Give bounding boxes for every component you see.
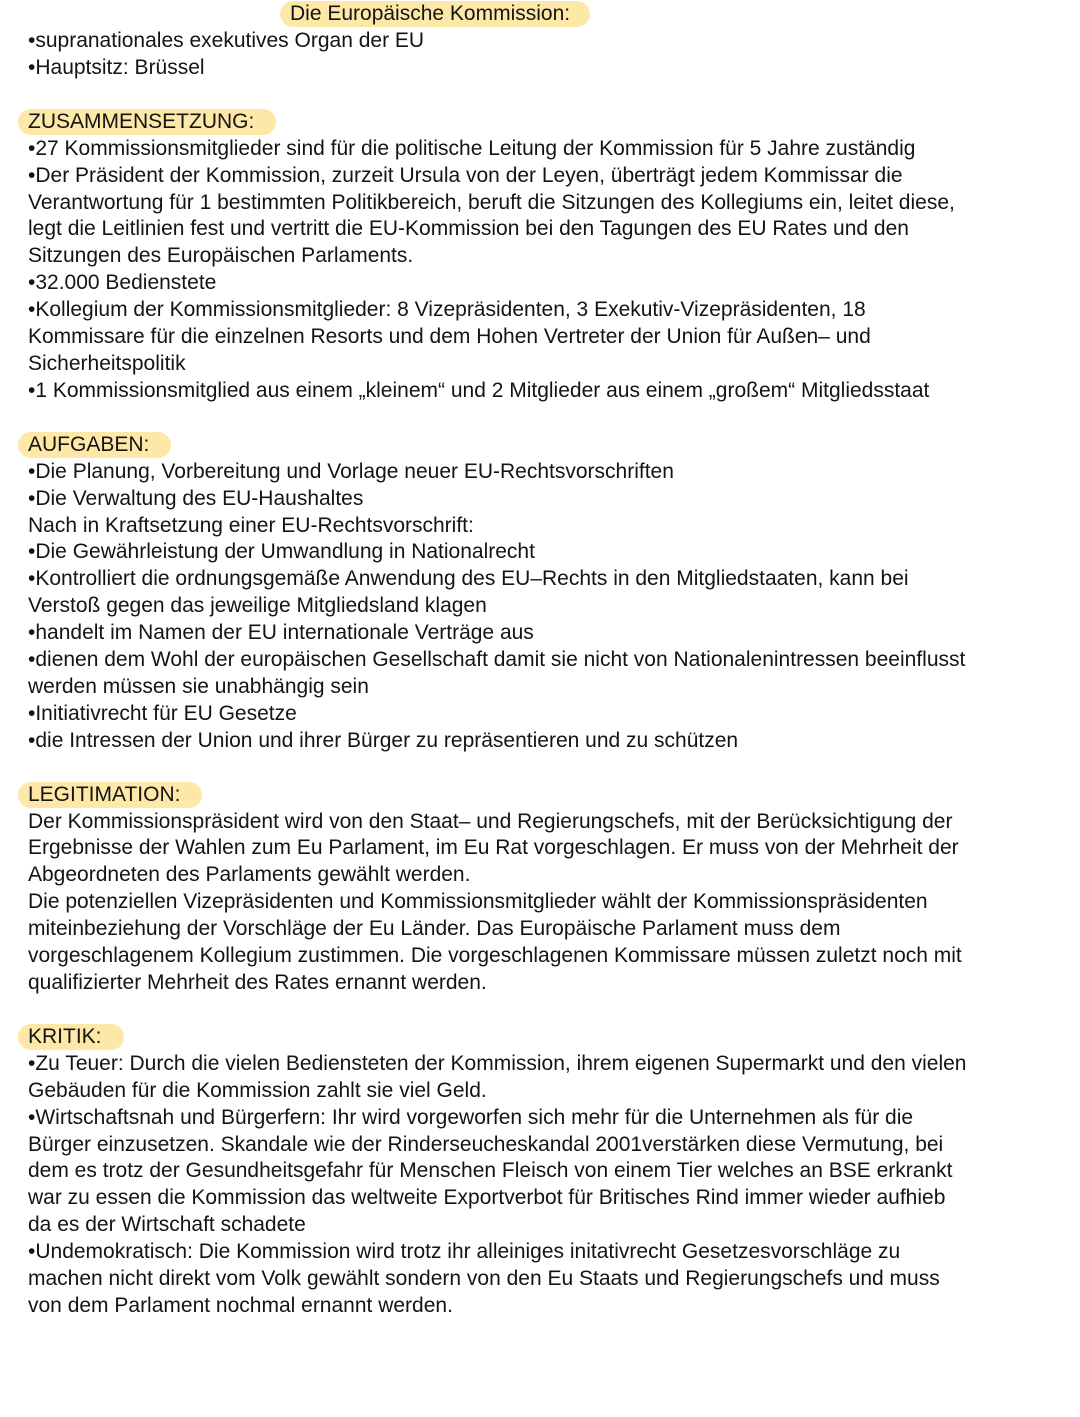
section-heading: LEGITIMATION: (18, 782, 202, 808)
section-line: dem es trotz der Gesundheitsgefahr für Menschen Fleisch von einem Tier welches an BSE erkrankt (28, 1159, 953, 1183)
section-heading: AUFGABEN: (18, 432, 171, 458)
section-line: •32.000 Bedienstete (28, 271, 217, 295)
section-line: •dienen dem Wohl der europäischen Gesellschaft damit sie nicht von Nationalenintressen beeinflusst (28, 648, 966, 672)
section-line: werden müssen sie unabhängig sein (28, 674, 369, 698)
intro-block (28, 28, 1058, 82)
section-zusammensetzung (28, 109, 1058, 405)
section-line: Nach in Kraftsetzung einer EU-Rechtsvorschrift: (28, 513, 474, 537)
section-line: •Die Verwaltung des EU-Haushaltes (28, 486, 364, 510)
section-line: Ergebnisse der Wahlen zum Eu Parlament, im Eu Rat vorgeschlagen. Er muss von der Mehrheit der (28, 836, 959, 860)
section-line: •Kontrolliert die ordnungsgemäße Anwendung des EU–Rechts in den Mitgliedstaaten, kann bei (28, 567, 909, 591)
section-line: qualifizierter Mehrheit des Rates ernannt werden. (28, 971, 487, 994)
section-line: Kommissare für die einzelnen Resorts und dem Hohen Vertreter der Union für Außen– und (28, 325, 871, 349)
section-line: vorgeschlagenem Kollegium zustimmen. Die vorgeschlagenen Kommissare müssen zuletzt noch mit (28, 944, 962, 968)
intro-line: •supranationales exekutives Organ der EU (28, 29, 425, 52)
document-title: Die Europäische Kommission: (280, 1, 590, 27)
section-line: Gebäuden für die Kommission zahlt sie viel Geld. (28, 1078, 487, 1102)
section-line: •27 Kommissionsmitglieder sind für die politische Leitung der Kommission für 5 Jahre zuständig (28, 136, 916, 160)
section-line: •die Intressen der Union und ihrer Bürger zu repräsentieren und zu schützen (28, 728, 739, 752)
section-line: •Undemokratisch: Die Kommission wird trotz ihr alleiniges initativrecht Gesetzesvorschläge zu (28, 1240, 901, 1264)
section-line: •Initiativrecht für EU Gesetze (28, 701, 297, 725)
section-line: miteinbeziehung der Vorschläge der Eu Länder. Das Europäische Parlament muss dem (28, 917, 841, 941)
section-line: Sicherheitspolitik (28, 351, 186, 375)
section-line: Sitzungen des Europäischen Parlaments. (28, 244, 414, 268)
section-line: Verantwortung für 1 bestimmten Politikbereich, beruft die Sitzungen des Kollegiums ein, leitet diese, (28, 190, 955, 214)
section-line: •Der Präsident der Kommission, zurzeit Ursula von der Leyen, überträgt jedem Kommissar die (28, 163, 903, 187)
section-line: •Die Planung, Vorbereitung und Vorlage neuer EU-Rechtsvorschriften (28, 459, 674, 483)
section-legitimation (28, 782, 1058, 997)
section-line: legt die Leitlinien fest und vertritt die EU-Kommission bei den Tagungen des EU Rates und den (28, 217, 909, 241)
section-line: Bürger einzusetzen. Skandale wie der Rinderseucheskandal 2001verstärken diese Vermutung, bei (28, 1132, 944, 1156)
section-line: von dem Parlament nochmal ernannt werden. (28, 1293, 453, 1317)
intro-line: •Hauptsitz: Brüssel (28, 55, 205, 79)
section-line: war zu essen die Kommission das weltweite Exportverbot für Britisches Rind immer wieder aufhieb (28, 1186, 946, 1210)
section-line: Abgeordneten des Parlaments gewählt werden. (28, 863, 471, 887)
title-row (28, 1, 1058, 28)
section-line: •Kollegium der Kommissionsmitglieder: 8 Vizepräsidenten, 3 Exekutiv-Vizepräsidenten, 18 (28, 298, 866, 322)
section-heading: ZUSAMMENSETZUNG: (18, 109, 276, 135)
section-line: Die potenziellen Vizepräsidenten und Kommissionsmitglieder wählt der Kommissionspräsidenten (28, 890, 928, 914)
section-heading: KRITIK: (18, 1024, 124, 1050)
section-line: •Die Gewährleistung der Umwandlung in Nationalrecht (28, 540, 535, 564)
section-aufgaben (28, 432, 1058, 755)
section-kritik (28, 1024, 1058, 1320)
section-line: •Zu Teuer: Durch die vielen Bediensteten der Kommission, ihrem eigenen Supermarkt und den vielen (28, 1051, 967, 1075)
section-line: machen nicht direkt vom Volk gewählt sondern von den Eu Staats und Regierungschefs und muss (28, 1267, 940, 1291)
sections-container (28, 109, 1058, 1320)
section-line: •Wirtschaftsnah und Bürgerfern: Ihr wird vorgeworfen sich mehr für die Unternehmen als für die (28, 1105, 914, 1129)
section-line: da es der Wirtschaft schadete (28, 1213, 306, 1237)
document-page (28, 0, 1058, 1320)
section-line: Verstoß gegen das jeweilige Mitgliedsland klagen (28, 594, 487, 618)
section-line: Der Kommissionspräsident wird von den Staat– und Regierungschefs, mit der Berücksichtigung der (28, 809, 953, 833)
section-line: •handelt im Namen der EU internationale Verträge aus (28, 621, 534, 645)
section-line: •1 Kommissionsmitglied aus einem „kleinem“ und 2 Mitglieder aus einem „großem“ Mitgliedsstaat (28, 378, 930, 402)
